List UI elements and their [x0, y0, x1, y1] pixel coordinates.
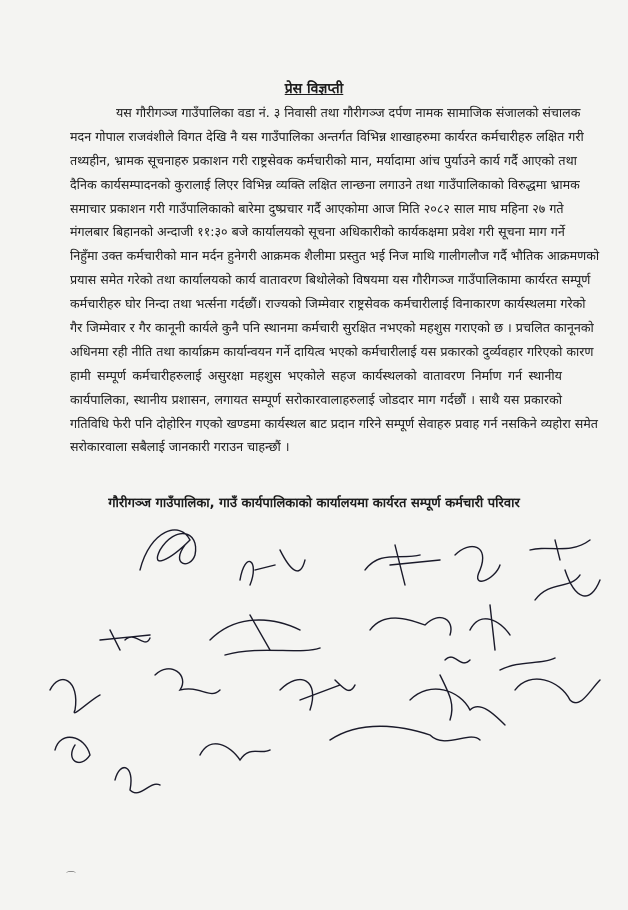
body-line: प्रयास समेत गरेको तथा कार्यालयको कार्य वातावरण बिथोलेको विषयमा यस गौरीगञ्ज गाउँपालिकामा कार्यरत सम्पूर्ण: [70, 272, 591, 288]
signatures: [0, 510, 628, 840]
body-line: यस गौरीगञ्ज गाउँपालिका वडा नं. ३ निवासी तथा गौरीगञ्ज दर्पण नामक सामाजिक संजालको संचालक: [116, 105, 581, 120]
body-line: दैनिक कार्यसम्पादनको कुरालाई लिएर विभिन्न व्यक्ति लक्षित लान्छना लगाउने तथा गाउँपालिकाको विरुद्धमा भ्रामक: [70, 176, 580, 192]
body-line: गतिविधि फेरी पनि दोहोरिन गएको खण्डमा कार्यस्थल बाट प्रदान गरिने सम्पूर्ण सेवाहरु प्रवाह गर्न नसकिने व्यहोरा समेत: [70, 415, 598, 431]
signature: [445, 657, 470, 663]
signature: [50, 680, 100, 713]
signature: [240, 550, 305, 585]
signature: [410, 675, 470, 720]
page-title: प्रेस विज्ञप्ती: [284, 81, 344, 97]
signature: [470, 707, 505, 725]
signature: [455, 547, 500, 582]
signature: [200, 744, 270, 760]
body-line: अधिनमा रही नीति तथा कार्याक्रम कार्यान्वयन गर्ने दायित्व भएको कर्मचारीलाई यस प्रकारको दुर्व्यवहार गरिएको कारण: [70, 343, 594, 359]
signature: [470, 605, 510, 650]
signature: [155, 669, 220, 694]
signature: [55, 737, 90, 762]
signature: [535, 570, 600, 600]
body-line: मंगलबार बिहानको अन्दाजी ११:३० बजे कार्यालयको सूचना अधिकारीको कार्यकक्षमा प्रवेश गरी सूचना माग गर्ने: [70, 224, 565, 240]
signature: [330, 726, 480, 741]
scan-mark: ⌒: [66, 872, 76, 883]
body-line: कार्यपालिका, स्थानीय प्रशासन, लगायत सम्पूर्ण सरोकारवालाहरुलाई जोडदार माग गर्दछौं । साथै यस प्रकारको: [70, 391, 562, 407]
body-line: सरोकारवाला सबैलाई जानकारी गराउन चाहन्छौं ।: [70, 439, 290, 455]
signature: [365, 545, 440, 585]
body-line: समाचार प्रकाशन गरी गाउँपालिकाको बारेमा दुष्प्रचार गर्दै आएकोमा आज मिति २०८२ साल माघ महिना २७ गते: [70, 200, 564, 216]
body-line: कर्मचारीहरु घोर निन्दा तथा भर्त्सना गर्दछौं। राज्यको जिम्मेवार राष्ट्रसेवक कर्मचारीलाई विनाकारण कार्यस्थलमा गरेको: [70, 296, 586, 312]
signature: [515, 679, 600, 703]
signature: [500, 658, 555, 670]
signature: [530, 540, 590, 560]
body-line: तथ्यहीन, भ्रामक सूचनाहरु प्रकाशन गरी राष्ट्रसेवक कर्मचारीको मान, मर्यादामा आंच पुर्याउने कार्य गर्दै आएको तथा: [70, 152, 577, 168]
signature: [115, 768, 160, 793]
body-line: मदन गोपाल राजवंशीले विगत देखि नै यस गाउँपालिका अन्तर्गत विभिन्न शाखाहरुमा कार्यरत कर्मचारीहरु लक्षित गरी: [70, 128, 584, 144]
body-line: गैर जिम्मेवार र गैर कानूनी कार्यले कुनै पनि स्थानमा कर्मचारी सुरक्षित नभएको महशुस गराएको छ । प्रचलित कानूनको: [70, 320, 594, 336]
body-line: हामी सम्पूर्ण कर्मचारीहरुलाई असुरक्षा महशुस भएकोले सहज कार्यस्थलको वातावरण निर्माण गर्न स्थानीय: [70, 367, 562, 383]
press-release-body: [70, 101, 600, 459]
signature: [100, 630, 150, 650]
signatory-line: गौरीगञ्ज गाउँपालिका, गाउँ कार्यपालिकाको कार्यालयमा कार्यरत सम्पूर्ण कर्मचारी परिवार: [108, 496, 520, 511]
signature: [140, 530, 196, 570]
signature: [210, 615, 320, 655]
signature: [280, 680, 355, 710]
body-line: निहुँमा उक्त कर्मचारीको मान मर्दन हुनेगरी आक्रमक शैलीमा प्रस्तुत भई निज माथि गालीगलौज गर्दै भौतिक आक्रमणको: [70, 248, 600, 264]
signature: [370, 618, 451, 635]
